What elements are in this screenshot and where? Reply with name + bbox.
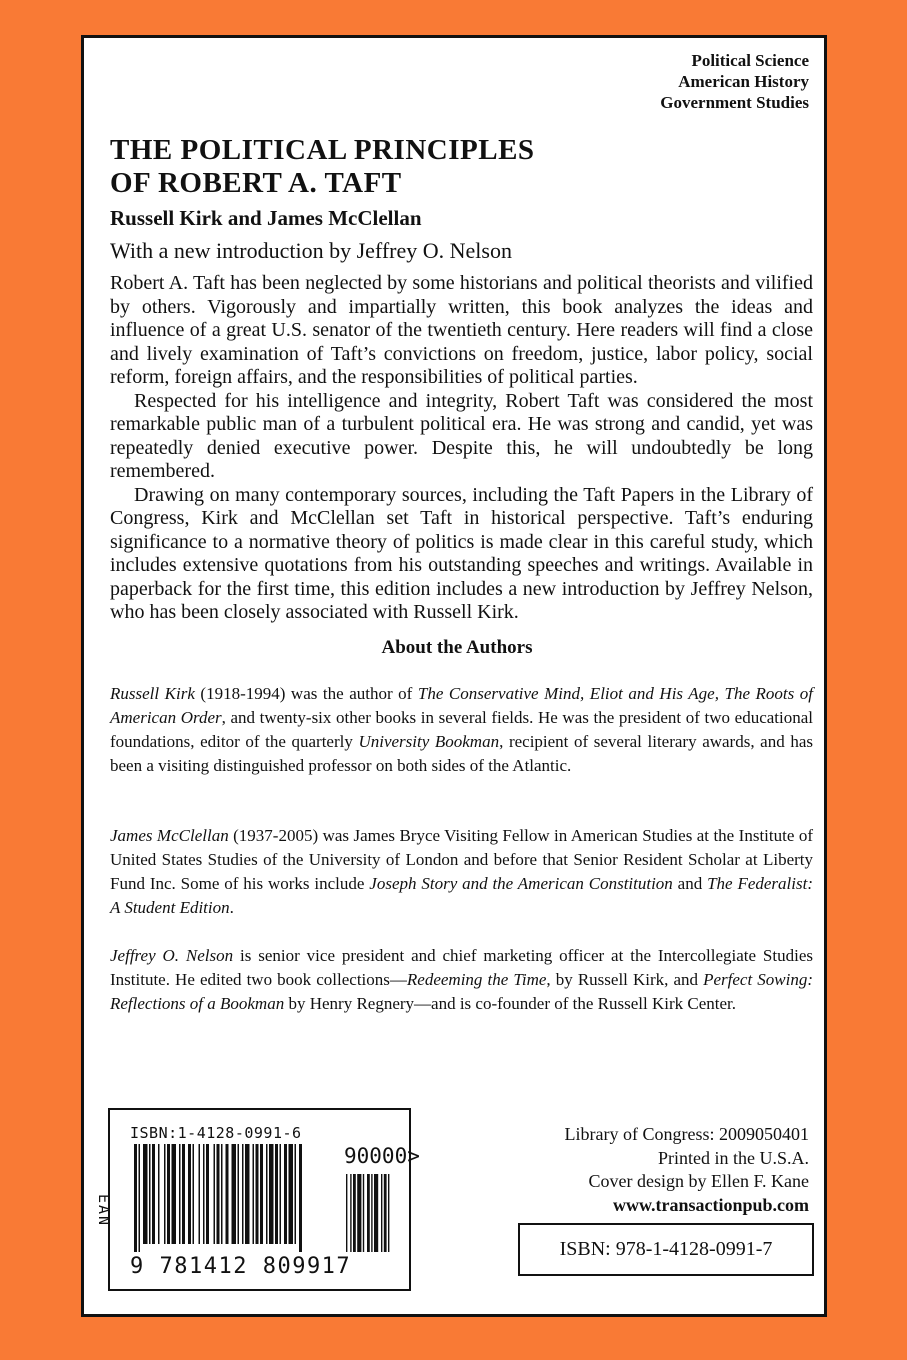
bio-kirk-name: Russell Kirk — [110, 684, 195, 703]
description-paragraph-2: Respected for his intelligence and integrity, Robert Taft was considered the most remarkable public man of a turbulent political era. He was strong and candid, yet was repeatedly denied executive power. Despite this, he will undoubtedly be long remembered. — [110, 389, 813, 482]
about-authors-heading: About the Authors — [381, 637, 533, 658]
barcode-box — [95, 1108, 420, 1291]
barcode-addon-bar — [363, 1174, 364, 1252]
barcode-bar — [134, 1144, 137, 1252]
barcode-bar — [179, 1144, 181, 1244]
bio-nelson-text-2: , by Russell Kirk, and — [546, 970, 704, 989]
isbn13-text: ISBN: 978-1-4128-0991-7 — [559, 1238, 773, 1260]
barcode-bar — [214, 1144, 216, 1244]
barcode-bar — [217, 1144, 220, 1244]
barcode-addon-bar — [357, 1174, 361, 1252]
library-of-congress: Library of Congress: 2009050401 — [564, 1124, 809, 1144]
bio-mcclellan-name: James McClellan — [110, 826, 229, 845]
title-line-2: OF ROBERT A. TAFT — [110, 167, 402, 199]
barcode-addon-bar — [374, 1174, 378, 1252]
publication-info — [565, 1123, 809, 1217]
subject-2: American History — [678, 72, 809, 91]
introduction-credit: With a new introduction by Jeffrey O. Nelson — [110, 238, 512, 263]
bio-kirk-text-1: (1918-1994) was the author of — [194, 684, 418, 703]
subject-3: Government Studies — [660, 93, 809, 112]
barcode-bar — [206, 1144, 209, 1244]
bio-mcclellan-text-3: . — [229, 898, 234, 917]
barcode-digits: 9 781412 809917 — [130, 1254, 352, 1279]
book-title — [110, 134, 750, 200]
barcode-bar — [172, 1144, 177, 1244]
barcode-addon-bar — [350, 1174, 351, 1252]
subject-categories — [660, 50, 809, 113]
barcode-bar — [269, 1144, 274, 1244]
barcode-bar — [253, 1144, 255, 1244]
barcode-addon-bar — [367, 1174, 370, 1252]
printed-in: Printed in the U.S.A. — [658, 1147, 809, 1168]
bio-russell-kirk — [110, 682, 813, 778]
bio-kirk-works-2: University Bookman — [358, 732, 500, 751]
barcode-addon-code: 90000> — [344, 1144, 420, 1168]
description-paragraph-3: Drawing on many contemporary sources, including the Taft Papers in the Library of Congress, Kirk and McClellan set Taft in historical perspective. Taft’s enduring significance to a normative theory of politics is made clear in this careful study, which includes extensive quotations from his outstanding speeches and writings. Available in paperback for the first time, this edition includes a new introduction by Jeffrey Nelson, who has been closely associated with Russell Kirk. — [110, 483, 813, 623]
description-paragraph-1: Robert A. Taft has been neglected by some historians and political theorists and vilified by others. Vigorously and impartially written, this book analyzes the ideas and influence of a great U.S. senator of the twentieth century. Here readers will find a close and lively examination of Taft’s convictions on freedom, justice, labor policy, social reform, foreign affairs, and the responsibilities of political parties. — [110, 272, 813, 388]
barcode-bar — [245, 1144, 250, 1244]
barcode-bar — [232, 1144, 237, 1244]
barcode-bar — [182, 1144, 185, 1244]
barcode-ean-label: EAN — [95, 1194, 113, 1228]
bio-kirk-text-2: , and twenty-six other books in several fields. He was the president of two educational foundations, editor of the quarterly — [110, 708, 813, 751]
barcode-isbn-label: ISBN:1-4128-0991-6 — [130, 1124, 302, 1142]
bio-kirk-works-1: The Conservative Mind, Eliot and His Age, The Roots of American Order — [110, 684, 814, 727]
book-description — [110, 272, 813, 625]
publisher-url: www.transactionpub.com — [612, 1194, 809, 1215]
barcode-bar — [188, 1144, 191, 1244]
bio-james-mcclellan — [110, 824, 813, 920]
bio-mcclellan-works-2: The Federalist: A Student Edition — [110, 874, 813, 917]
barcode-bar — [149, 1144, 151, 1244]
barcode-bar — [289, 1144, 294, 1244]
barcode-bar — [256, 1144, 259, 1244]
isbn13-box — [518, 1223, 814, 1276]
barcode-bar — [275, 1144, 278, 1244]
barcode-bar — [299, 1144, 302, 1252]
barcode-bar — [158, 1144, 160, 1244]
barcode-bar — [226, 1144, 229, 1244]
barcode-addon-bar — [388, 1174, 389, 1252]
barcode-addon-bar — [381, 1174, 382, 1252]
barcode-bar — [280, 1144, 282, 1244]
cover-design-credit: Cover design by Ellen F. Kane — [588, 1171, 809, 1191]
barcode-bar — [203, 1144, 205, 1244]
barcode-addon-bar — [353, 1174, 356, 1252]
bio-nelson-text-3: by Henry Regnery—and is co-founder of the Russell Kirk Center. — [284, 994, 737, 1013]
barcode-bar — [164, 1144, 166, 1244]
bio-nelson-name: Jeffrey O. Nelson — [110, 946, 234, 965]
barcode-bar — [167, 1144, 170, 1244]
bio-nelson-works-1: Redeeming the Time — [406, 970, 547, 989]
barcode-addon-bar — [371, 1174, 372, 1252]
bio-kirk-text-3: , recipient of several literary awards, and has been a visiting distinguished professor on both sides of the Atlantic. — [110, 732, 813, 775]
barcode-addon-bar — [384, 1174, 387, 1252]
barcode-bar — [260, 1144, 263, 1244]
bio-mcclellan-works-1: Joseph Story and the American Constitution — [369, 874, 673, 893]
barcode-bar — [221, 1144, 223, 1244]
bio-nelson-works-2: Perfect Sowing: Reflections of a Bookman — [110, 970, 813, 1013]
barcode-bar — [143, 1144, 148, 1244]
bio-nelson-text-1: is senior vice president and chief marketing officer at the Intercollegiate Studies Institute. He edited two book collections— — [110, 946, 813, 989]
bio-jeffrey-nelson — [110, 944, 813, 1016]
content-panel — [81, 35, 827, 1317]
barcode-bar — [152, 1144, 155, 1244]
bio-mcclellan-text-2: and — [672, 874, 708, 893]
barcode-bar — [238, 1144, 240, 1244]
title-line-1: THE POLITICAL PRINCIPLES — [110, 134, 535, 166]
barcode-bar — [199, 1144, 201, 1244]
bio-mcclellan-text-1: (1937-2005) was James Bryce Visiting Fellow in American Studies at the Institute of United States Studies of the University of London and before that Senior Resident Scholar at Liberty Fund Inc. Some of his works include — [110, 826, 813, 893]
barcode-bar — [139, 1144, 141, 1252]
book-authors: Russell Kirk and James McClellan — [110, 206, 422, 230]
barcode-bar — [266, 1144, 268, 1244]
barcode-bar — [242, 1144, 244, 1244]
barcode-bar — [284, 1144, 287, 1244]
barcode-addon-bar — [346, 1174, 347, 1252]
barcode-bar — [295, 1144, 297, 1244]
subject-1: Political Science — [691, 51, 809, 70]
barcode-bar — [193, 1144, 195, 1244]
